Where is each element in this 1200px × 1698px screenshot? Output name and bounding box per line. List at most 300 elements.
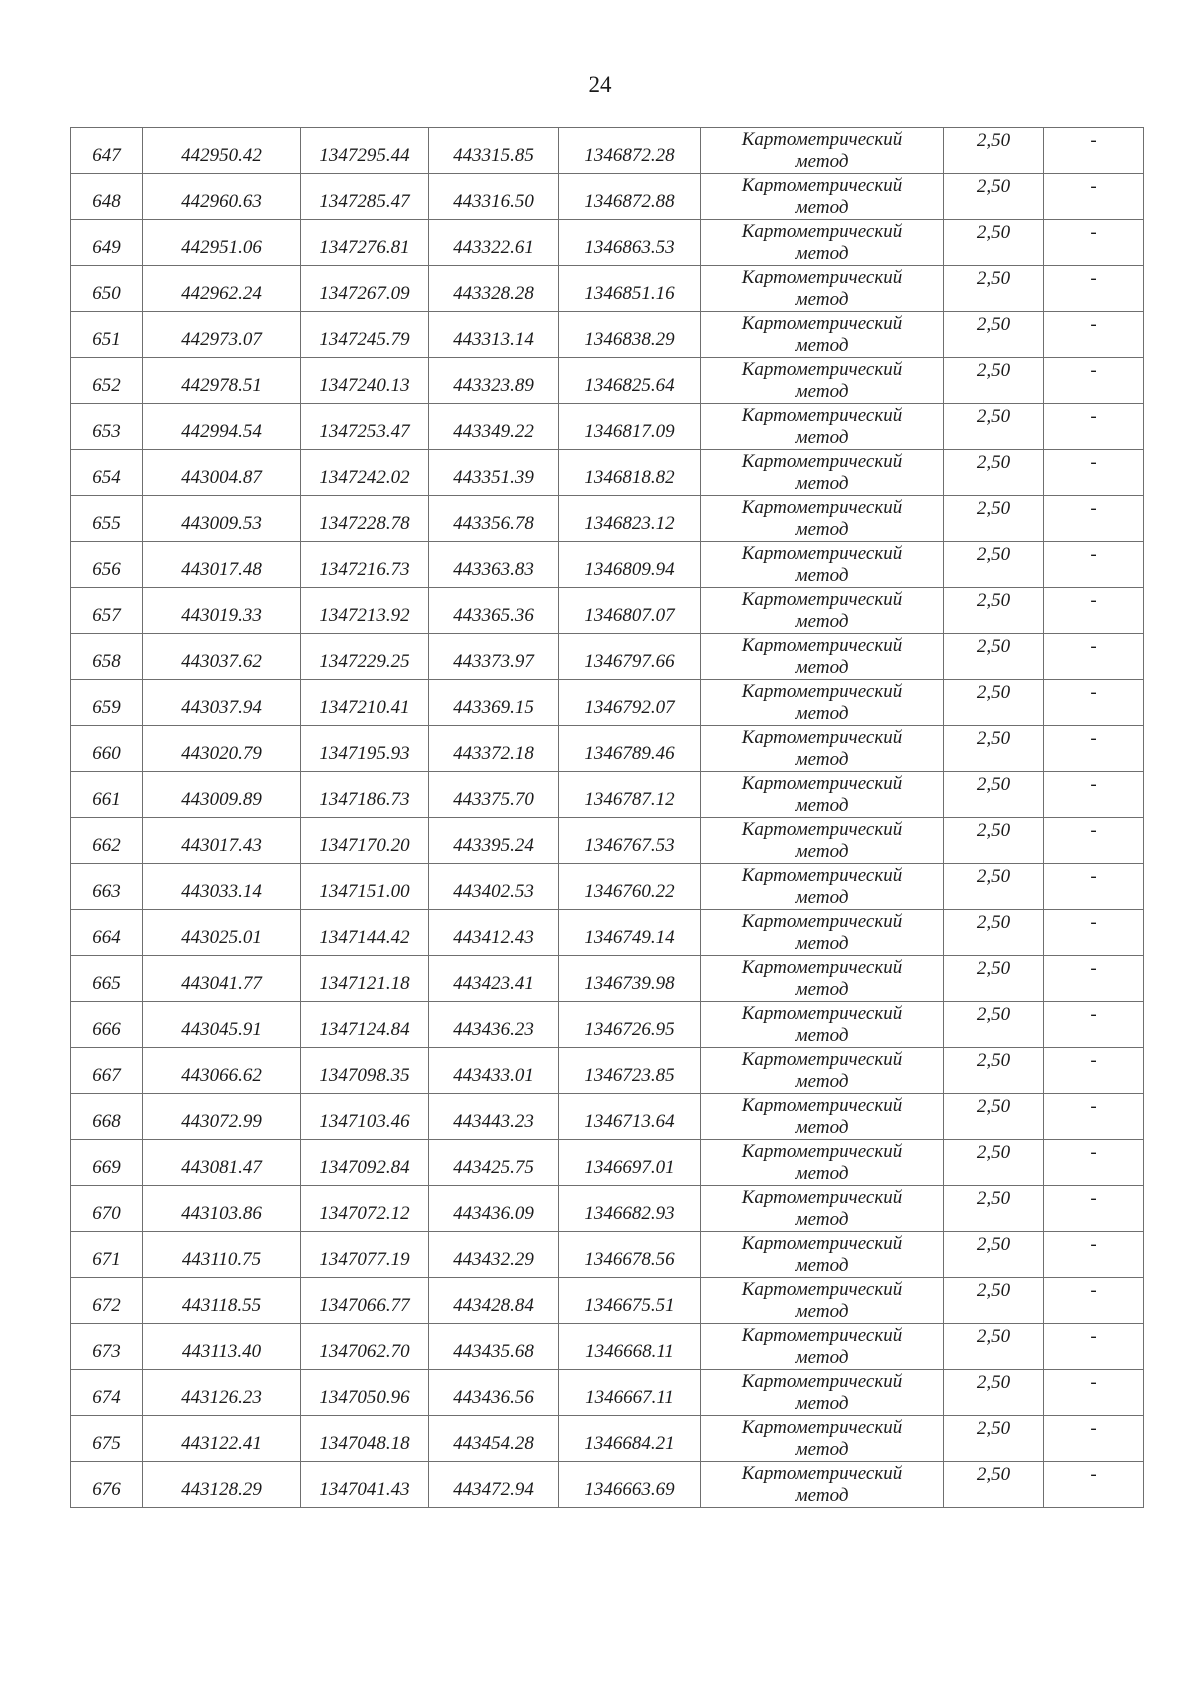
method-line-1: Картометрический bbox=[741, 680, 903, 702]
note-cell: - bbox=[1044, 266, 1144, 312]
table-row bbox=[71, 1048, 1144, 1094]
method-cell bbox=[701, 1278, 944, 1324]
point-number-cell: 672 bbox=[71, 1278, 143, 1324]
method-cell bbox=[701, 910, 944, 956]
x-coordinate-existing-cell: 443041.77 bbox=[143, 956, 301, 1002]
accuracy-cell: 2,50 bbox=[944, 1232, 1044, 1278]
accuracy-cell: 2,50 bbox=[944, 818, 1044, 864]
x-coordinate-new-cell: 443425.75 bbox=[429, 1140, 559, 1186]
accuracy-cell: 2,50 bbox=[944, 726, 1044, 772]
note-cell: - bbox=[1044, 1416, 1144, 1462]
table-row bbox=[71, 588, 1144, 634]
y-coordinate-new-cell: 1346817.09 bbox=[559, 404, 701, 450]
y-coordinate-new-cell: 1346807.07 bbox=[559, 588, 701, 634]
y-coordinate-existing-cell: 1347151.00 bbox=[301, 864, 429, 910]
accuracy-cell: 2,50 bbox=[944, 542, 1044, 588]
point-number-cell: 675 bbox=[71, 1416, 143, 1462]
x-coordinate-new-cell: 443436.23 bbox=[429, 1002, 559, 1048]
method-cell bbox=[701, 266, 944, 312]
method-cell bbox=[701, 680, 944, 726]
method-cell bbox=[701, 726, 944, 772]
note-cell: - bbox=[1044, 1278, 1144, 1324]
x-coordinate-new-cell: 443402.53 bbox=[429, 864, 559, 910]
accuracy-cell: 2,50 bbox=[944, 220, 1044, 266]
accuracy-cell: 2,50 bbox=[944, 956, 1044, 1002]
table-row bbox=[71, 1462, 1144, 1508]
y-coordinate-existing-cell: 1347041.43 bbox=[301, 1462, 429, 1508]
x-coordinate-new-cell: 443351.39 bbox=[429, 450, 559, 496]
y-coordinate-new-cell: 1346863.53 bbox=[559, 220, 701, 266]
point-number-cell: 676 bbox=[71, 1462, 143, 1508]
method-line-2: метод bbox=[795, 886, 849, 908]
y-coordinate-existing-cell: 1347072.12 bbox=[301, 1186, 429, 1232]
method-line-1: Картометрический bbox=[741, 1462, 903, 1484]
table-row bbox=[71, 1324, 1144, 1370]
method-line-1: Картометрический bbox=[741, 1140, 903, 1162]
method-cell bbox=[701, 1370, 944, 1416]
x-coordinate-new-cell: 443313.14 bbox=[429, 312, 559, 358]
y-coordinate-existing-cell: 1347228.78 bbox=[301, 496, 429, 542]
point-number-cell: 648 bbox=[71, 174, 143, 220]
note-cell: - bbox=[1044, 772, 1144, 818]
method-line-1: Картометрический bbox=[741, 174, 903, 196]
method-cell bbox=[701, 1232, 944, 1278]
method-line-1: Картометрический bbox=[741, 772, 903, 794]
method-line-2: метод bbox=[795, 978, 849, 1000]
table-row bbox=[71, 772, 1144, 818]
note-cell: - bbox=[1044, 588, 1144, 634]
y-coordinate-new-cell: 1346872.88 bbox=[559, 174, 701, 220]
y-coordinate-existing-cell: 1347285.47 bbox=[301, 174, 429, 220]
y-coordinate-new-cell: 1346739.98 bbox=[559, 956, 701, 1002]
x-coordinate-existing-cell: 443017.48 bbox=[143, 542, 301, 588]
method-cell bbox=[701, 1186, 944, 1232]
y-coordinate-new-cell: 1346726.95 bbox=[559, 1002, 701, 1048]
accuracy-cell: 2,50 bbox=[944, 1002, 1044, 1048]
method-line-1: Картометрический bbox=[741, 542, 903, 564]
y-coordinate-new-cell: 1346723.85 bbox=[559, 1048, 701, 1094]
table-body bbox=[71, 128, 1144, 1508]
y-coordinate-new-cell: 1346809.94 bbox=[559, 542, 701, 588]
y-coordinate-new-cell: 1346787.12 bbox=[559, 772, 701, 818]
method-line-1: Картометрический bbox=[741, 1232, 903, 1254]
note-cell: - bbox=[1044, 450, 1144, 496]
point-number-cell: 670 bbox=[71, 1186, 143, 1232]
method-cell bbox=[701, 588, 944, 634]
method-line-2: метод bbox=[795, 242, 849, 264]
note-cell: - bbox=[1044, 634, 1144, 680]
y-coordinate-new-cell: 1346767.53 bbox=[559, 818, 701, 864]
x-coordinate-existing-cell: 443110.75 bbox=[143, 1232, 301, 1278]
point-number-cell: 674 bbox=[71, 1370, 143, 1416]
x-coordinate-new-cell: 443372.18 bbox=[429, 726, 559, 772]
method-line-1: Картометрический bbox=[741, 1094, 903, 1116]
point-number-cell: 665 bbox=[71, 956, 143, 1002]
method-line-2: метод bbox=[795, 932, 849, 954]
coordinates-table bbox=[70, 127, 1144, 1508]
accuracy-cell: 2,50 bbox=[944, 1370, 1044, 1416]
table-row bbox=[71, 1094, 1144, 1140]
y-coordinate-new-cell: 1346872.28 bbox=[559, 128, 701, 174]
x-coordinate-existing-cell: 442950.42 bbox=[143, 128, 301, 174]
note-cell: - bbox=[1044, 358, 1144, 404]
method-line-2: метод bbox=[795, 1438, 849, 1460]
y-coordinate-existing-cell: 1347213.92 bbox=[301, 588, 429, 634]
accuracy-cell: 2,50 bbox=[944, 910, 1044, 956]
table-row bbox=[71, 220, 1144, 266]
note-cell: - bbox=[1044, 220, 1144, 266]
point-number-cell: 649 bbox=[71, 220, 143, 266]
x-coordinate-existing-cell: 442978.51 bbox=[143, 358, 301, 404]
method-line-1: Картометрический bbox=[741, 496, 903, 518]
y-coordinate-existing-cell: 1347229.25 bbox=[301, 634, 429, 680]
point-number-cell: 651 bbox=[71, 312, 143, 358]
y-coordinate-new-cell: 1346667.11 bbox=[559, 1370, 701, 1416]
x-coordinate-existing-cell: 442973.07 bbox=[143, 312, 301, 358]
y-coordinate-existing-cell: 1347295.44 bbox=[301, 128, 429, 174]
method-line-1: Картометрический bbox=[741, 1416, 903, 1438]
y-coordinate-existing-cell: 1347103.46 bbox=[301, 1094, 429, 1140]
x-coordinate-new-cell: 443373.97 bbox=[429, 634, 559, 680]
x-coordinate-new-cell: 443323.89 bbox=[429, 358, 559, 404]
x-coordinate-existing-cell: 443033.14 bbox=[143, 864, 301, 910]
method-line-2: метод bbox=[795, 1162, 849, 1184]
y-coordinate-new-cell: 1346818.82 bbox=[559, 450, 701, 496]
note-cell: - bbox=[1044, 1186, 1144, 1232]
x-coordinate-existing-cell: 443072.99 bbox=[143, 1094, 301, 1140]
x-coordinate-new-cell: 443395.24 bbox=[429, 818, 559, 864]
x-coordinate-existing-cell: 443128.29 bbox=[143, 1462, 301, 1508]
note-cell: - bbox=[1044, 128, 1144, 174]
y-coordinate-existing-cell: 1347210.41 bbox=[301, 680, 429, 726]
y-coordinate-new-cell: 1346760.22 bbox=[559, 864, 701, 910]
method-line-2: метод bbox=[795, 472, 849, 494]
table-row bbox=[71, 312, 1144, 358]
y-coordinate-existing-cell: 1347242.02 bbox=[301, 450, 429, 496]
x-coordinate-new-cell: 443436.56 bbox=[429, 1370, 559, 1416]
method-cell bbox=[701, 1462, 944, 1508]
y-coordinate-existing-cell: 1347195.93 bbox=[301, 726, 429, 772]
x-coordinate-existing-cell: 442951.06 bbox=[143, 220, 301, 266]
y-coordinate-new-cell: 1346663.69 bbox=[559, 1462, 701, 1508]
table-row bbox=[71, 1140, 1144, 1186]
y-coordinate-new-cell: 1346825.64 bbox=[559, 358, 701, 404]
accuracy-cell: 2,50 bbox=[944, 1416, 1044, 1462]
point-number-cell: 657 bbox=[71, 588, 143, 634]
method-line-2: метод bbox=[795, 794, 849, 816]
point-number-cell: 662 bbox=[71, 818, 143, 864]
y-coordinate-new-cell: 1346678.56 bbox=[559, 1232, 701, 1278]
x-coordinate-existing-cell: 443103.86 bbox=[143, 1186, 301, 1232]
note-cell: - bbox=[1044, 1048, 1144, 1094]
y-coordinate-existing-cell: 1347240.13 bbox=[301, 358, 429, 404]
method-line-2: метод bbox=[795, 1484, 849, 1506]
note-cell: - bbox=[1044, 1462, 1144, 1508]
x-coordinate-new-cell: 443315.85 bbox=[429, 128, 559, 174]
x-coordinate-new-cell: 443375.70 bbox=[429, 772, 559, 818]
method-line-1: Картометрический bbox=[741, 818, 903, 840]
table-row bbox=[71, 1370, 1144, 1416]
x-coordinate-new-cell: 443423.41 bbox=[429, 956, 559, 1002]
accuracy-cell: 2,50 bbox=[944, 1278, 1044, 1324]
accuracy-cell: 2,50 bbox=[944, 450, 1044, 496]
y-coordinate-existing-cell: 1347267.09 bbox=[301, 266, 429, 312]
table-row bbox=[71, 174, 1144, 220]
x-coordinate-new-cell: 443436.09 bbox=[429, 1186, 559, 1232]
method-line-2: метод bbox=[795, 380, 849, 402]
note-cell: - bbox=[1044, 1094, 1144, 1140]
method-cell bbox=[701, 1324, 944, 1370]
x-coordinate-new-cell: 443443.23 bbox=[429, 1094, 559, 1140]
method-line-1: Картометрический bbox=[741, 450, 903, 472]
table-row bbox=[71, 1002, 1144, 1048]
accuracy-cell: 2,50 bbox=[944, 634, 1044, 680]
accuracy-cell: 2,50 bbox=[944, 404, 1044, 450]
table-row bbox=[71, 956, 1144, 1002]
accuracy-cell: 2,50 bbox=[944, 680, 1044, 726]
method-line-2: метод bbox=[795, 196, 849, 218]
y-coordinate-existing-cell: 1347062.70 bbox=[301, 1324, 429, 1370]
y-coordinate-new-cell: 1346668.11 bbox=[559, 1324, 701, 1370]
note-cell: - bbox=[1044, 680, 1144, 726]
method-line-1: Картометрический bbox=[741, 726, 903, 748]
accuracy-cell: 2,50 bbox=[944, 266, 1044, 312]
accuracy-cell: 2,50 bbox=[944, 174, 1044, 220]
method-line-2: метод bbox=[795, 610, 849, 632]
method-line-1: Картометрический bbox=[741, 1324, 903, 1346]
method-line-2: метод bbox=[795, 288, 849, 310]
y-coordinate-existing-cell: 1347077.19 bbox=[301, 1232, 429, 1278]
method-line-1: Картометрический bbox=[741, 1278, 903, 1300]
method-line-2: метод bbox=[795, 426, 849, 448]
note-cell: - bbox=[1044, 818, 1144, 864]
y-coordinate-existing-cell: 1347066.77 bbox=[301, 1278, 429, 1324]
point-number-cell: 668 bbox=[71, 1094, 143, 1140]
x-coordinate-new-cell: 443356.78 bbox=[429, 496, 559, 542]
accuracy-cell: 2,50 bbox=[944, 1462, 1044, 1508]
x-coordinate-existing-cell: 443118.55 bbox=[143, 1278, 301, 1324]
point-number-cell: 673 bbox=[71, 1324, 143, 1370]
page-number: 24 bbox=[588, 72, 612, 97]
table-row bbox=[71, 404, 1144, 450]
method-line-2: метод bbox=[795, 1254, 849, 1276]
point-number-cell: 650 bbox=[71, 266, 143, 312]
table-row bbox=[71, 910, 1144, 956]
table-row bbox=[71, 450, 1144, 496]
y-coordinate-existing-cell: 1347121.18 bbox=[301, 956, 429, 1002]
method-cell bbox=[701, 818, 944, 864]
note-cell: - bbox=[1044, 910, 1144, 956]
method-line-2: метод bbox=[795, 702, 849, 724]
y-coordinate-existing-cell: 1347170.20 bbox=[301, 818, 429, 864]
x-coordinate-existing-cell: 442960.63 bbox=[143, 174, 301, 220]
y-coordinate-new-cell: 1346749.14 bbox=[559, 910, 701, 956]
y-coordinate-existing-cell: 1347253.47 bbox=[301, 404, 429, 450]
method-line-2: метод bbox=[795, 1392, 849, 1414]
method-line-2: метод bbox=[795, 518, 849, 540]
x-coordinate-existing-cell: 443025.01 bbox=[143, 910, 301, 956]
point-number-cell: 669 bbox=[71, 1140, 143, 1186]
y-coordinate-existing-cell: 1347050.96 bbox=[301, 1370, 429, 1416]
point-number-cell: 655 bbox=[71, 496, 143, 542]
x-coordinate-existing-cell: 443066.62 bbox=[143, 1048, 301, 1094]
y-coordinate-new-cell: 1346713.64 bbox=[559, 1094, 701, 1140]
x-coordinate-existing-cell: 443017.43 bbox=[143, 818, 301, 864]
x-coordinate-new-cell: 443454.28 bbox=[429, 1416, 559, 1462]
point-number-cell: 671 bbox=[71, 1232, 143, 1278]
point-number-cell: 656 bbox=[71, 542, 143, 588]
table-row bbox=[71, 266, 1144, 312]
note-cell: - bbox=[1044, 1324, 1144, 1370]
method-line-1: Картометрический bbox=[741, 220, 903, 242]
point-number-cell: 663 bbox=[71, 864, 143, 910]
y-coordinate-new-cell: 1346797.66 bbox=[559, 634, 701, 680]
method-line-2: метод bbox=[795, 334, 849, 356]
x-coordinate-existing-cell: 443019.33 bbox=[143, 588, 301, 634]
x-coordinate-new-cell: 443412.43 bbox=[429, 910, 559, 956]
note-cell: - bbox=[1044, 1232, 1144, 1278]
point-number-cell: 654 bbox=[71, 450, 143, 496]
table-row bbox=[71, 726, 1144, 772]
accuracy-cell: 2,50 bbox=[944, 864, 1044, 910]
table-row bbox=[71, 818, 1144, 864]
accuracy-cell: 2,50 bbox=[944, 128, 1044, 174]
note-cell: - bbox=[1044, 542, 1144, 588]
method-line-1: Картометрический bbox=[741, 266, 903, 288]
method-cell bbox=[701, 1048, 944, 1094]
x-coordinate-new-cell: 443316.50 bbox=[429, 174, 559, 220]
x-coordinate-new-cell: 443369.15 bbox=[429, 680, 559, 726]
accuracy-cell: 2,50 bbox=[944, 358, 1044, 404]
y-coordinate-existing-cell: 1347245.79 bbox=[301, 312, 429, 358]
y-coordinate-new-cell: 1346684.21 bbox=[559, 1416, 701, 1462]
x-coordinate-existing-cell: 443020.79 bbox=[143, 726, 301, 772]
method-line-2: метод bbox=[795, 748, 849, 770]
point-number-cell: 658 bbox=[71, 634, 143, 680]
method-line-1: Картометрический bbox=[741, 404, 903, 426]
accuracy-cell: 2,50 bbox=[944, 312, 1044, 358]
x-coordinate-existing-cell: 443122.41 bbox=[143, 1416, 301, 1462]
x-coordinate-new-cell: 443322.61 bbox=[429, 220, 559, 266]
table-row bbox=[71, 542, 1144, 588]
method-cell bbox=[701, 1416, 944, 1462]
method-line-1: Картометрический bbox=[741, 312, 903, 334]
method-line-1: Картометрический bbox=[741, 128, 903, 150]
accuracy-cell: 2,50 bbox=[944, 1324, 1044, 1370]
note-cell: - bbox=[1044, 174, 1144, 220]
note-cell: - bbox=[1044, 1370, 1144, 1416]
method-cell bbox=[701, 542, 944, 588]
x-coordinate-new-cell: 443428.84 bbox=[429, 1278, 559, 1324]
y-coordinate-existing-cell: 1347276.81 bbox=[301, 220, 429, 266]
method-cell bbox=[701, 128, 944, 174]
method-line-1: Картометрический bbox=[741, 634, 903, 656]
method-cell bbox=[701, 358, 944, 404]
x-coordinate-existing-cell: 443037.94 bbox=[143, 680, 301, 726]
point-number-cell: 659 bbox=[71, 680, 143, 726]
method-line-1: Картометрический bbox=[741, 588, 903, 610]
y-coordinate-existing-cell: 1347124.84 bbox=[301, 1002, 429, 1048]
method-line-2: метод bbox=[795, 1116, 849, 1138]
table-row bbox=[71, 1186, 1144, 1232]
method-line-1: Картометрический bbox=[741, 1048, 903, 1070]
x-coordinate-existing-cell: 443045.91 bbox=[143, 1002, 301, 1048]
y-coordinate-new-cell: 1346823.12 bbox=[559, 496, 701, 542]
y-coordinate-new-cell: 1346682.93 bbox=[559, 1186, 701, 1232]
method-cell bbox=[701, 450, 944, 496]
method-cell bbox=[701, 956, 944, 1002]
y-coordinate-existing-cell: 1347092.84 bbox=[301, 1140, 429, 1186]
y-coordinate-existing-cell: 1347098.35 bbox=[301, 1048, 429, 1094]
x-coordinate-existing-cell: 442962.24 bbox=[143, 266, 301, 312]
method-cell bbox=[701, 864, 944, 910]
table-row bbox=[71, 680, 1144, 726]
y-coordinate-existing-cell: 1347216.73 bbox=[301, 542, 429, 588]
x-coordinate-existing-cell: 442994.54 bbox=[143, 404, 301, 450]
accuracy-cell: 2,50 bbox=[944, 1140, 1044, 1186]
point-number-cell: 653 bbox=[71, 404, 143, 450]
y-coordinate-new-cell: 1346851.16 bbox=[559, 266, 701, 312]
x-coordinate-new-cell: 443433.01 bbox=[429, 1048, 559, 1094]
x-coordinate-new-cell: 443432.29 bbox=[429, 1232, 559, 1278]
table-row bbox=[71, 1232, 1144, 1278]
point-number-cell: 652 bbox=[71, 358, 143, 404]
table-row bbox=[71, 358, 1144, 404]
note-cell: - bbox=[1044, 726, 1144, 772]
method-line-1: Картометрический bbox=[741, 910, 903, 932]
x-coordinate-existing-cell: 443009.89 bbox=[143, 772, 301, 818]
accuracy-cell: 2,50 bbox=[944, 1094, 1044, 1140]
x-coordinate-existing-cell: 443081.47 bbox=[143, 1140, 301, 1186]
method-cell bbox=[701, 312, 944, 358]
point-number-cell: 664 bbox=[71, 910, 143, 956]
method-cell bbox=[701, 220, 944, 266]
note-cell: - bbox=[1044, 1002, 1144, 1048]
table-row bbox=[71, 1278, 1144, 1324]
x-coordinate-new-cell: 443435.68 bbox=[429, 1324, 559, 1370]
method-line-2: метод bbox=[795, 1346, 849, 1368]
accuracy-cell: 2,50 bbox=[944, 1186, 1044, 1232]
method-line-1: Картометрический bbox=[741, 864, 903, 886]
method-line-1: Картометрический bbox=[741, 358, 903, 380]
point-number-cell: 661 bbox=[71, 772, 143, 818]
note-cell: - bbox=[1044, 404, 1144, 450]
method-line-1: Картометрический bbox=[741, 1186, 903, 1208]
y-coordinate-new-cell: 1346697.01 bbox=[559, 1140, 701, 1186]
table-row bbox=[71, 496, 1144, 542]
point-number-cell: 647 bbox=[71, 128, 143, 174]
method-line-2: метод bbox=[795, 1300, 849, 1322]
method-line-2: метод bbox=[795, 150, 849, 172]
method-cell bbox=[701, 404, 944, 450]
point-number-cell: 660 bbox=[71, 726, 143, 772]
accuracy-cell: 2,50 bbox=[944, 496, 1044, 542]
method-line-2: метод bbox=[795, 840, 849, 862]
method-line-2: метод bbox=[795, 564, 849, 586]
accuracy-cell: 2,50 bbox=[944, 1048, 1044, 1094]
y-coordinate-new-cell: 1346792.07 bbox=[559, 680, 701, 726]
note-cell: - bbox=[1044, 864, 1144, 910]
x-coordinate-new-cell: 443363.83 bbox=[429, 542, 559, 588]
y-coordinate-new-cell: 1346838.29 bbox=[559, 312, 701, 358]
x-coordinate-new-cell: 443365.36 bbox=[429, 588, 559, 634]
method-cell bbox=[701, 1002, 944, 1048]
y-coordinate-existing-cell: 1347048.18 bbox=[301, 1416, 429, 1462]
x-coordinate-existing-cell: 443037.62 bbox=[143, 634, 301, 680]
x-coordinate-existing-cell: 443113.40 bbox=[143, 1324, 301, 1370]
note-cell: - bbox=[1044, 956, 1144, 1002]
note-cell: - bbox=[1044, 496, 1144, 542]
